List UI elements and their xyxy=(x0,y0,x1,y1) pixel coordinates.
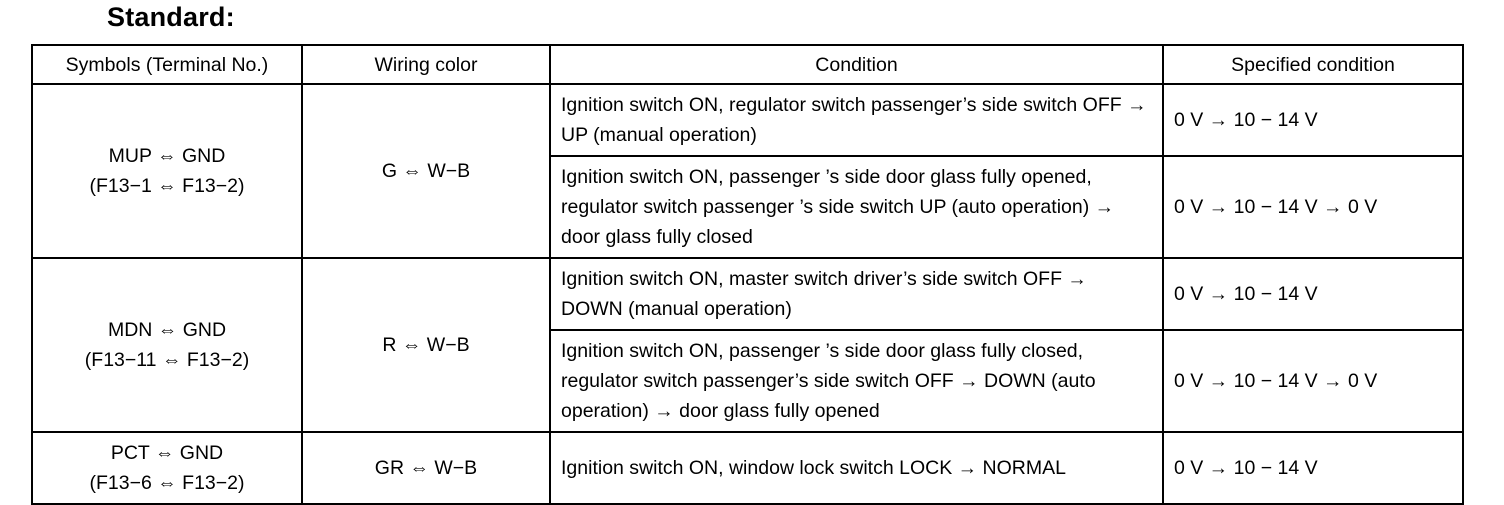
specified-condition-cell: 0 V → 10 − 14 V xyxy=(1163,432,1463,504)
condition-cell: Ignition switch ON, window lock switch LOCK → NORMAL xyxy=(550,432,1163,504)
symbol-text: MUP ⇔ GND xyxy=(108,145,226,167)
condition-cell: Ignition switch ON, passenger ’s side door glass fully opened, regulator switch passenger ’s side switch UP (auto operation) → door glass fully closed xyxy=(550,156,1163,258)
header-symbols: Symbols (Terminal No.) xyxy=(32,45,302,84)
symbol-cell xyxy=(32,84,302,258)
table-row xyxy=(32,432,1463,504)
header-condition: Condition xyxy=(550,45,1163,84)
terminal-text: (F13−1 ⇔ F13−2) xyxy=(89,175,245,197)
terminal-text: (F13−6 ⇔ F13−2) xyxy=(89,472,245,494)
wiring-color-cell: G ⇔ W−B xyxy=(302,84,550,258)
specified-condition-cell: 0 V → 10 − 14 V → 0 V xyxy=(1163,330,1463,432)
terminal-text: (F13−11 ⇔ F13−2) xyxy=(84,349,250,371)
table-row xyxy=(32,258,1463,330)
header-specified-condition: Specified condition xyxy=(1163,45,1463,84)
symbol-cell xyxy=(32,258,302,432)
symbol-cell xyxy=(32,432,302,504)
condition-cell: Ignition switch ON, passenger ’s side door glass fully closed, regulator switch passenger’s side switch OFF → DOWN (auto operation) → door glass fully opened xyxy=(550,330,1163,432)
section-heading: Standard: xyxy=(107,2,235,32)
header-wiring-color: Wiring color xyxy=(302,45,550,84)
condition-cell: Ignition switch ON, master switch driver’s side switch OFF → DOWN (manual operation) xyxy=(550,258,1163,330)
wiring-color-cell: GR ⇔ W−B xyxy=(302,432,550,504)
table-row xyxy=(32,84,1463,156)
condition-cell: Ignition switch ON, regulator switch passenger’s side switch OFF → UP (manual operation) xyxy=(550,84,1163,156)
terminal-spec-table xyxy=(31,44,1464,505)
specified-condition-cell: 0 V → 10 − 14 V xyxy=(1163,84,1463,156)
table-header-row xyxy=(32,45,1463,84)
specified-condition-cell: 0 V → 10 − 14 V → 0 V xyxy=(1163,156,1463,258)
symbol-text: MDN ⇔ GND xyxy=(107,319,227,341)
wiring-color-cell: R ⇔ W−B xyxy=(302,258,550,432)
symbol-text: PCT ⇔ GND xyxy=(110,442,224,464)
specified-condition-cell: 0 V → 10 − 14 V xyxy=(1163,258,1463,330)
